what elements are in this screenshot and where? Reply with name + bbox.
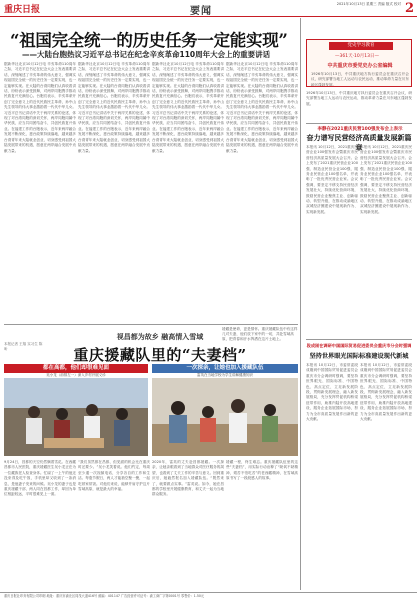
party-history-note: 1926年10月13日，中共重庆地方执行委员会在重庆召开会议，研究部署当地工人运动与农民运动，推动革命力量在川东地区蓬勃发展。: [306, 91, 412, 106]
sidebar-divider: [306, 123, 412, 124]
feature-body-col-3: 2020年，雷英的丈夫赴昌都援藏。一次探亲，让她亲眼看到了当地群众对医疗服务的渴望，也看到了丈夫工作的辛苦与意义。回到重庆后，她毅然报名加入援藏队伍。“既然来了，就要做点实事。”雷英说。如今，她在昌都的学校里开展健康教育，和丈夫一起为当地群众服务。: [152, 460, 224, 497]
sidebar-story2-body-col-1: 本报讯 10月12日，市委常委段成刚到中国国际贸易促进委员会重庆市分会调研时强调，要坚持世界眼光、国际标准、中国特色、高点定位，立足新发展阶段，贯彻新发展理念，融入新发展格局，充分发挥贸促机构桥梁纽带作用，助推内陆开放高地建设，服务企业拓展国际市场，努力为全市高质量发展作出新的更大贡献。: [306, 363, 358, 422]
page-footer: 重庆日报社印务有限公司印刷 地址：重庆市渝北区同茂大道416号 邮编：401147 广告经营许可证号：渝工商广字第0001号 零售价：1.50元: [0, 592, 417, 600]
photo-left-image: [4, 378, 148, 456]
sidebar-story2-kicker: 段成刚在调研中国国际贸易促进委员会重庆市分会时强调: [306, 343, 412, 348]
sidebar-story2-body-col-2: 本报讯 10月12日，市委常委段成刚到中国国际贸易促进委员会重庆市分会调研时强调，要坚持世界眼光、国际标准、中国特色、高点定位，立足新发展阶段，贯彻新发展理念，融入新发展格局，充分发挥贸促机构桥梁纽带作用，助推内陆开放高地建设，服务企业拓展国际市场，努力为全市高质量发展作出新的更大贡献。: [360, 363, 412, 422]
feature-aside: 援藏是使命，更是情怀。重庆援藏队伍中有这样几对夫妻，他们放下家中的一切，共赴雪域高原，把青春和汗水挥洒在这片土地上。: [222, 327, 298, 341]
feature-photo-left: [4, 364, 148, 456]
section-divider: [4, 324, 298, 325]
column-divider: [300, 18, 301, 590]
lead-body-col-2: 据新华社北京10月12日电 辛亥革命110周年之际，习近平总书记在纪念大会上发表重要讲话，深刻阐述了辛亥革命的伟大意义，强调实现祖国完全统一的历史任务一定要实现，也一定能够实现。在大陆的台湾同胞们认真收看讲话，纷纷表示深受鼓舞，对两岸同胞携手推动民族复兴充满信心。台胞们表示，辛亥革命开创了完全意义上的近代民族民主革命，孙中山先生领导的伟大事业激励着一代代中华儿女。习近平总书记讲话中关于两岸关系的论述，体现了对台湾同胞的深切关怀，两岸同胞同属中华民族，应当共同团结奋斗，共创民族复兴伟业。在福建工作的台胞表示，近年来两岸融合发展不断深化，惠台政策持续落地，越来越多台湾青年来大陆就业创业，切身感受到祖国大陆发展带来的机遇，愿意在两岸融合发展中贡献力量。: [78, 62, 150, 153]
feature-byline: 本报记者 王翔 实习生 陈昕: [4, 342, 43, 351]
classroom-photo: [152, 378, 298, 456]
photo-left-banner: 都在高都，他们却很难见面: [4, 364, 148, 373]
sidebar-divider: [306, 339, 412, 340]
masthead: [0, 0, 417, 17]
feature-body-col-1: 9月24日，昌都的天空仍然飘着雪花。在西藏昌都市人民医院，重庆援藏医生吴小龙正在为一位藏族老人检查身体。忙碌了一上午的他还没来得及吃午饭，手机里却又收到了一条消息，是他妻子发来的问候。吴小龙的妻子也是重庆援藏干部，两人同在昌都工作，却因为单位相距较远，平时很难见上一面。: [4, 460, 76, 497]
photo-right-banner: 一次探亲，让她也加入援藏队伍: [152, 364, 298, 373]
lead-body-col-1: 据新华社北京10月12日电 辛亥革命110周年之际，习近平总书记在纪念大会上发表重要讲话，深刻阐述了辛亥革命的伟大意义，强调实现祖国完全统一的历史任务一定要实现，也一定能够实现。在大陆的台湾同胞们认真收看讲话，纷纷表示深受鼓舞，对两岸同胞携手推动民族复兴充满信心。台胞们表示，辛亥革命开创了完全意义上的近代民族民主革命，孙中山先生领导的伟大事业激励着一代代中华儿女。习近平总书记讲话中关于两岸关系的论述，体现了对台湾同胞的深切关怀，两岸同胞同属中华民族，应当共同团结奋斗，共创民族复兴伟业。在福建工作的台胞表示，近年来两岸融合发展不断深化，惠台政策持续落地，越来越多台湾青年来大陆就业创业，切身感受到祖国大陆发展带来的机遇，愿意在两岸融合发展中贡献力量。: [4, 62, 76, 153]
lead-body-col-4: 据新华社北京10月12日电 辛亥革命110周年之际，习近平总书记在纪念大会上发表重要讲话，深刻阐述了辛亥革命的伟大意义，强调实现祖国完全统一的历史任务一定要实现，也一定能够实现。在大陆的台湾同胞们认真收看讲话，纷纷表示深受鼓舞，对两岸同胞携手推动民族复兴充满信心。台胞们表示，辛亥革命开创了完全意义上的近代民族民主革命，孙中山先生领导的伟大事业激励着一代代中华儿女。习近平总书记讲话中关于两岸关系的论述，体现了对台湾同胞的深切关怀，两岸同胞同属中华民族，应当共同团结奋斗，共创民族复兴伟业。在福建工作的台胞表示，近年来两岸融合发展不断深化，惠台政策持续落地，越来越多台湾青年来大陆就业创业，切身感受到祖国大陆发展带来的机遇，愿意在两岸融合发展中贡献力量。: [226, 62, 298, 153]
photo-right-caption: 雷英在当地学校为学生讲解健康知识: [152, 373, 298, 378]
photo-right-image: [152, 378, 298, 456]
party-history-box: [306, 39, 412, 87]
newspaper-logo: 重庆日报: [4, 5, 41, 15]
lead-headline: “祖国完全统一的历史任务一定能实现”: [10, 31, 288, 50]
field-clinic-photo: [4, 378, 148, 456]
party-history-body: 1926年10月13日，中共重庆地方执行委员会在重庆召开会议，研究部署当地工人运动与农民运动，推动革命力量在川东地区蓬勃发展。: [311, 72, 409, 86]
sidebar-story2-headline: 坚持世界眼光国际标准建设现代新城: [309, 353, 409, 360]
section-title: 要闻: [190, 6, 212, 17]
right-sidebar: [302, 17, 414, 595]
sidebar-story1-body-col-1: 本报讯 10月12日，2021重庆民营企业100强发布会暨重庆市民营经济高质量发展大会召开。会上发布了2021重庆民营企业100强、制造业民营企业100强、服务业民营企业100强名单，并表彰了一批优秀民营企业家。会议强调，要坚定不移支持民营经济发展壮大，持续优化营商环境，鼓励民营企业聚焦主业、创新驱动、转型升级，在推动成渝地区双城经济圈建设中展现新作为、实现新发展。: [306, 145, 358, 214]
party-history-date: —361天·10月13日—: [335, 54, 379, 59]
sidebar-story1-body-col-2: 本报讯 10月12日，2021重庆民营企业100强发布会暨重庆市民营经济高质量发展大会召开。会上发布了2021重庆民营企业100强、制造业民营企业100强、服务业民营企业100强名单，并表彰了一批优秀民营企业家。会议强调，要坚定不移支持民营经济发展壮大，持续优化营商环境，鼓励民营企业聚焦主业、创新驱动、转型升级，在推动成渝地区双城经济圈建设中展现新作为、实现新发展。: [360, 145, 412, 214]
feature-photo-right: [152, 364, 298, 456]
feature-body-col-2: “我们虽然都在昌都，但见面的机会比在重庆时还要少。”吴小龙笑着说。他们约定，每周至少通一次视频电话，分享各自的工作和生活。每逢节假日，两人才能抽空聚一聚，一起吃顿家常饭。对他们来说，能够并肩守护这片雪域高原，就是最大的幸福。: [78, 460, 150, 492]
dateline: 2021年10月13日 星期三 责编 版式 校对: [336, 2, 401, 6]
feature-body-col-4: 援藏一程，终生难忘。重庆援藏队伍里的这些“夫妻档”，用实际行动诠释了“缺氧不缺精神，艰苦不怕吃苦”的老西藏精神，在雪域高原书写了一段段感人的故事。: [226, 460, 298, 481]
lead-subheadline: ——大陆台胞热议习近平总书记在纪念辛亥革命110周年大会上的重要讲话: [22, 50, 271, 59]
page-number: 2: [404, 1, 414, 16]
party-history-tag: 党史学习教育: [329, 42, 393, 50]
sidebar-story1-headline: 奋力谱写民营经济高质量发展新篇章: [306, 133, 412, 152]
feature-kicker: 视昌都为故乡 融高情入雪域: [116, 333, 204, 341]
photo-left-caption: 吴小龙（前排左一）深入乡村开展义诊: [4, 373, 148, 378]
sidebar-story1-kicker: 李静在2021重庆民营100强发布会上表示: [317, 127, 403, 132]
lead-body-col-3: 据新华社北京10月12日电 辛亥革命110周年之际，习近平总书记在纪念大会上发表重要讲话，深刻阐述了辛亥革命的伟大意义，强调实现祖国完全统一的历史任务一定要实现，也一定能够实现。在大陆的台湾同胞们认真收看讲话，纷纷表示深受鼓舞，对两岸同胞携手推动民族复兴充满信心。台胞们表示，辛亥革命开创了完全意义上的近代民族民主革命，孙中山先生领导的伟大事业激励着一代代中华儿女。习近平总书记讲话中关于两岸关系的论述，体现了对台湾同胞的深切关怀，两岸同胞同属中华民族，应当共同团结奋斗，共创民族复兴伟业。在福建工作的台胞表示，近年来两岸融合发展不断深化，惠台政策持续落地，越来越多台湾青年来大陆就业创业，切身感受到祖国大陆发展带来的机遇，愿意在两岸融合发展中贡献力量。: [152, 62, 224, 153]
feature-headline: 重庆援藏队里的“夫妻档”: [73, 346, 247, 364]
party-history-title: 中共重庆市委党史办公室编辑: [327, 63, 393, 69]
